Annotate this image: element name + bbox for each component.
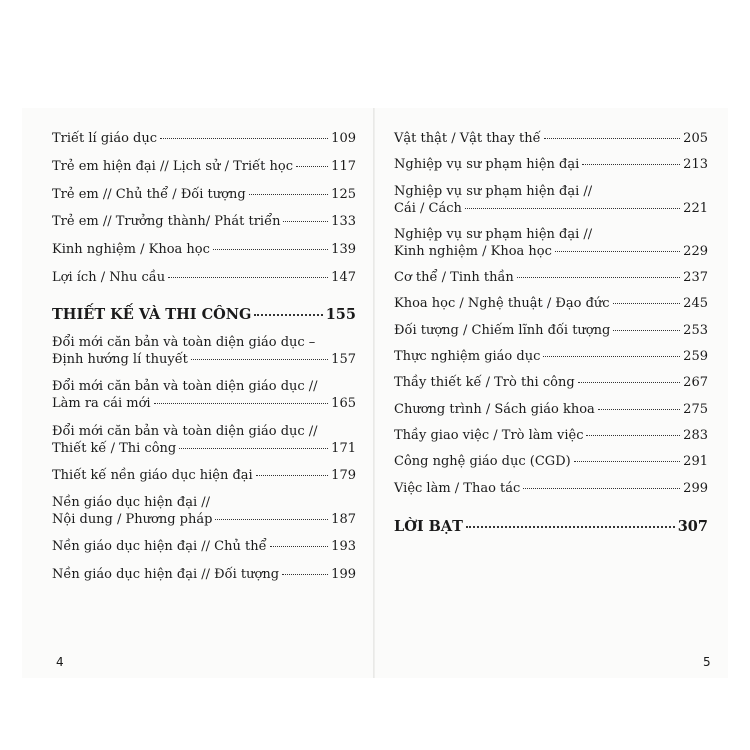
- toc-entry-title: Làm ra cái mới: [52, 396, 151, 412]
- toc-entry-title: Trẻ em // Trưởng thành/ Phát triển: [52, 214, 281, 230]
- toc-entry-page: 237: [683, 270, 708, 286]
- toc-entry-page: 205: [683, 131, 708, 146]
- toc-entry-page: 139: [331, 242, 356, 258]
- toc-entry-title-line: Nghiệp vụ sư phạm hiện đại //: [394, 183, 593, 199]
- toc-entry: [394, 348, 708, 365]
- toc-entry-title-line: Đổi mới căn bản và toàn diện giáo dục //: [52, 423, 318, 439]
- toc-entry-page: 213: [683, 157, 708, 173]
- dot-leader: [296, 166, 328, 167]
- toc-entry-row: [394, 480, 708, 497]
- dot-leader: [215, 519, 328, 520]
- page-number-right: 5: [703, 655, 711, 669]
- dot-leader: [578, 382, 681, 383]
- dot-leader: [555, 251, 680, 252]
- toc-entry-page: 187: [331, 512, 356, 528]
- toc-entry: [394, 183, 708, 217]
- toc-section-row: [52, 306, 356, 323]
- toc-entry-title: Kinh nghiệm / Khoa học: [52, 242, 210, 258]
- dot-leader: [283, 221, 328, 222]
- toc-entry: [52, 538, 356, 555]
- toc-section-page: 307: [677, 517, 708, 535]
- toc-entry-row: [52, 241, 356, 258]
- toc-entry-title: Thầy thiết kế / Trò thi công: [394, 375, 575, 391]
- toc-entry: [394, 480, 708, 497]
- toc-entry-title: Nền giáo dục hiện đại // Chủ thể: [52, 539, 267, 555]
- toc-entry-row: [52, 566, 356, 583]
- toc-section-title: THIẾT KẾ VÀ THI CÔNG: [52, 305, 252, 323]
- toc-entry-page: 171: [331, 440, 356, 456]
- toc-entry-title: Khoa học / Nghệ thuật / Đạo đức: [394, 296, 610, 312]
- toc-entry-row: [394, 348, 708, 365]
- toc-entry-row: [394, 200, 708, 217]
- dot-leader: [613, 303, 681, 304]
- toc-entry-title: Chương trình / Sách giáo khoa: [394, 401, 595, 417]
- toc-entry-title-line: Nghiệp vụ sư phạm hiện đại //: [394, 226, 593, 242]
- toc-entry-page: 299: [683, 480, 708, 496]
- toc-entry-row: [52, 351, 356, 368]
- toc-entry-title: Đối tượng / Chiếm lĩnh đối tượng: [394, 322, 611, 338]
- toc-entry-page: 125: [331, 186, 356, 202]
- toc-entry-row: [52, 395, 356, 412]
- dot-leader: [213, 249, 328, 250]
- dot-leader: [254, 314, 322, 316]
- toc-entry: [52, 186, 356, 203]
- toc-entry-page: 109: [331, 131, 356, 146]
- toc-entry-row: [394, 156, 708, 173]
- toc-entry-title: Công nghệ giáo dục (CGD): [394, 454, 571, 470]
- toc-entry-page: 259: [683, 349, 708, 365]
- toc-entry-title: Thầy giao việc / Trò làm việc: [394, 427, 584, 443]
- dot-leader: [574, 461, 680, 462]
- toc-entry-title: Thực nghiệm giáo dục: [394, 349, 541, 365]
- toc-entry-title: Triết lí giáo dục: [52, 131, 158, 146]
- dot-leader: [179, 448, 328, 449]
- toc-entry: [52, 423, 356, 457]
- toc-section-title: LỜI BẠT: [394, 517, 463, 535]
- dot-leader: [543, 356, 680, 357]
- toc-entry-title: Trẻ em // Chủ thể / Đối tượng: [52, 186, 246, 202]
- toc-entry-row: [52, 269, 356, 286]
- dot-leader: [613, 330, 680, 331]
- toc-entry: [52, 566, 356, 583]
- toc-entry-row: [52, 467, 356, 484]
- toc-entry-row: [394, 322, 708, 339]
- toc-section-heading: [52, 306, 356, 323]
- toc-entry: [52, 269, 356, 286]
- toc-entry-title: Nghiệp vụ sư phạm hiện đại: [394, 157, 580, 173]
- toc-entry: [52, 494, 356, 528]
- toc-entry-row: [52, 158, 356, 175]
- toc-entry: [394, 401, 708, 418]
- dot-leader: [582, 164, 680, 165]
- toc-left-column: [52, 130, 356, 583]
- toc-entry-row: [394, 374, 708, 391]
- dot-leader: [282, 574, 328, 575]
- toc-entry-title: Kinh nghiệm / Khoa học: [394, 243, 552, 259]
- toc-entry: [52, 334, 356, 368]
- toc-entry-page: 165: [331, 396, 356, 412]
- toc-entry: [394, 453, 708, 470]
- toc-entry-row: [52, 511, 356, 528]
- toc-entry-page: 133: [331, 214, 356, 230]
- book-gutter: [373, 108, 375, 678]
- toc-entry: [394, 130, 708, 147]
- toc-entry-title: Lợi ích / Nhu cầu: [52, 269, 166, 285]
- toc-entry: [52, 378, 356, 412]
- toc-entry-title: Nội dung / Phương pháp: [52, 512, 213, 528]
- toc-entry: [52, 130, 356, 147]
- dot-leader: [517, 277, 680, 278]
- toc-entry-row: [394, 243, 708, 260]
- page-number-left: 4: [56, 655, 64, 669]
- toc-entry-page: 253: [683, 322, 708, 338]
- dot-leader: [256, 475, 328, 476]
- toc-entry-title: Vật thật / Vật thay thế: [394, 131, 541, 146]
- dot-leader: [270, 546, 329, 547]
- toc-right-column: [394, 130, 708, 535]
- toc-entry-title: Việc làm / Thao tác: [394, 480, 521, 496]
- toc-entry-row: [394, 453, 708, 470]
- toc-entry-row: [52, 130, 356, 147]
- toc-entry-page: 221: [683, 200, 708, 216]
- dot-leader: [586, 435, 680, 436]
- toc-entry: [52, 213, 356, 230]
- toc-entry-title: Thiết kế / Thi công: [52, 440, 177, 456]
- toc-entry: [394, 156, 708, 173]
- dot-leader: [523, 488, 680, 489]
- toc-entry-title: Cơ thể / Tinh thần: [394, 270, 514, 286]
- toc-entry: [52, 467, 356, 484]
- toc-entry-page: 117: [331, 158, 356, 174]
- toc-section-row: [394, 518, 708, 535]
- toc-entry-title: Nền giáo dục hiện đại // Đối tượng: [52, 566, 280, 582]
- toc-entry-page: 179: [331, 467, 356, 483]
- toc-entry: [394, 226, 708, 260]
- toc-entry-title: Định hướng lí thuyết: [52, 351, 188, 367]
- toc-entry: [394, 427, 708, 444]
- toc-section-heading: [394, 518, 708, 535]
- toc-entry-page: 229: [683, 243, 708, 259]
- toc-entry: [52, 158, 356, 175]
- toc-entry-page: 147: [331, 269, 356, 285]
- toc-entry: [52, 241, 356, 258]
- toc-entry-page: 245: [683, 296, 708, 312]
- dot-leader: [191, 359, 328, 360]
- toc-entry-title: Cái / Cách: [394, 200, 462, 216]
- dot-leader: [598, 409, 680, 410]
- toc-entry-title-line: Đổi mới căn bản và toàn diện giáo dục //: [52, 379, 318, 395]
- toc-entry-row: [394, 269, 708, 286]
- toc-entry-title: Trẻ em hiện đại // Lịch sử / Triết học: [52, 158, 293, 174]
- toc-entry: [394, 322, 708, 339]
- toc-entry-row: [394, 427, 708, 444]
- toc-entry-page: 283: [683, 427, 708, 443]
- toc-entry-row: [394, 130, 708, 147]
- toc-entry-row: [52, 186, 356, 203]
- toc-entry: [394, 269, 708, 286]
- dot-leader: [160, 138, 328, 139]
- toc-entry-title-line: Đổi mới căn bản và toàn diện giáo dục –: [52, 334, 316, 350]
- toc-entry-page: 199: [331, 566, 356, 582]
- toc-entry-page: 267: [683, 375, 708, 391]
- dot-leader: [154, 403, 329, 404]
- toc-entry-row: [394, 401, 708, 418]
- dot-leader: [249, 194, 328, 195]
- dot-leader: [168, 277, 328, 278]
- toc-entry-row: [52, 538, 356, 555]
- toc-section-page: 155: [325, 305, 356, 323]
- toc-entry-page: 157: [331, 351, 356, 367]
- dot-leader: [466, 526, 675, 528]
- toc-entry-row: [52, 213, 356, 230]
- toc-entry-page: 193: [331, 539, 356, 555]
- toc-entry-page: 291: [683, 454, 708, 470]
- toc-entry-title: Thiết kế nền giáo dục hiện đại: [52, 467, 253, 483]
- toc-entry-page: 275: [683, 401, 708, 417]
- toc-entry-row: [394, 295, 708, 312]
- toc-entry: [394, 295, 708, 312]
- toc-entry-title-line: Nền giáo dục hiện đại //: [52, 495, 211, 511]
- toc-entry: [394, 374, 708, 391]
- dot-leader: [465, 208, 680, 209]
- dot-leader: [544, 138, 681, 139]
- toc-entry-row: [52, 440, 356, 457]
